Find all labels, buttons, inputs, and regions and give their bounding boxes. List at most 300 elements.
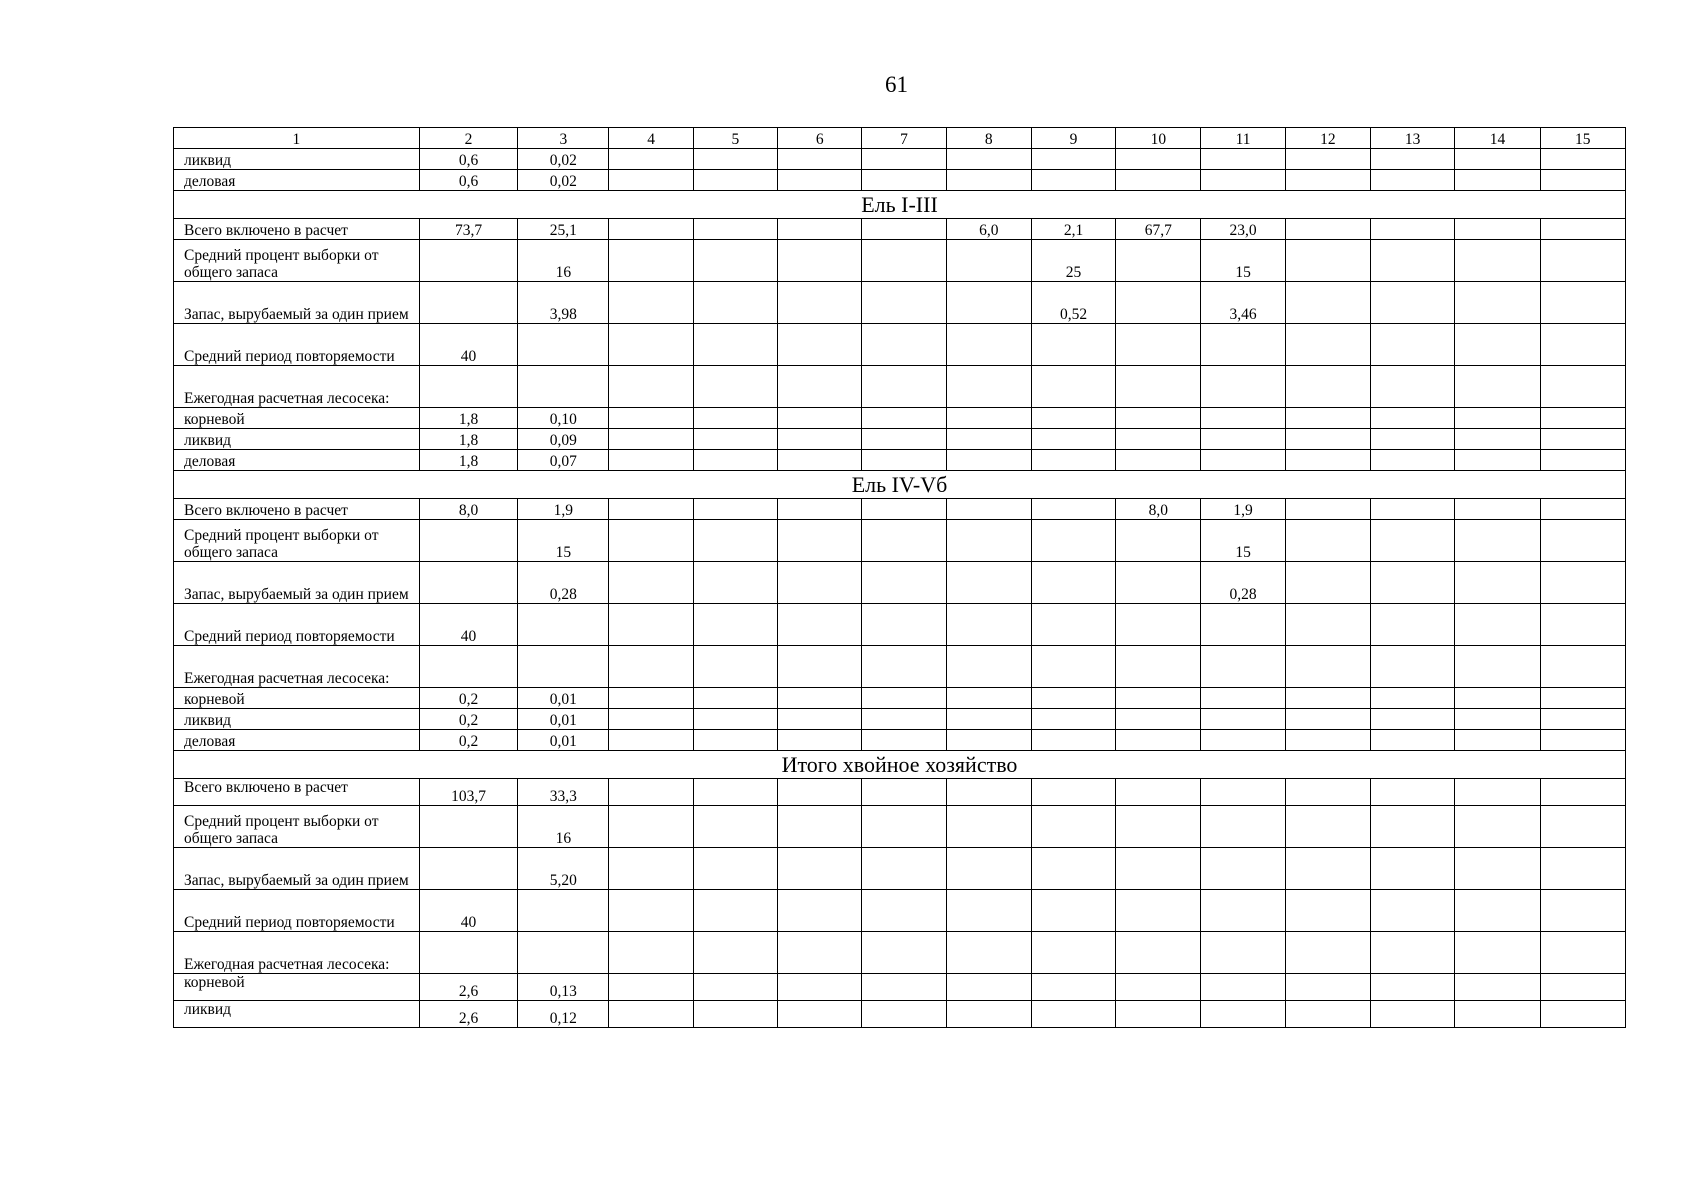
table-cell: [1031, 848, 1115, 890]
table-cell: [1371, 779, 1455, 806]
table-row: [174, 520, 1626, 562]
table-cell: [862, 709, 946, 730]
table-cell: [609, 282, 693, 324]
table-cell: [778, 562, 862, 604]
table-cell: [1455, 408, 1540, 429]
table-row: [174, 366, 1626, 408]
table-cell: [1285, 890, 1370, 932]
table-cell: [1455, 149, 1540, 170]
table-cell: [778, 932, 862, 974]
table-cell: [778, 688, 862, 709]
table-cell: [1201, 324, 1285, 366]
table-cell: 0,52: [1031, 282, 1115, 324]
table-cell: [1455, 499, 1540, 520]
column-number-header: 10: [1116, 128, 1201, 149]
table-cell: [946, 604, 1031, 646]
table-cell: [693, 219, 777, 240]
table-cell: [862, 604, 946, 646]
table-cell: [609, 170, 693, 191]
table-cell: [518, 366, 609, 408]
table-cell: [693, 324, 777, 366]
table-cell: [1116, 366, 1201, 408]
table-cell: [1201, 604, 1285, 646]
table-cell: [1540, 219, 1625, 240]
table-cell: [419, 282, 517, 324]
table-cell: [693, 932, 777, 974]
table-cell: [1540, 806, 1625, 848]
table-cell: [1031, 890, 1115, 932]
table-cell: [518, 604, 609, 646]
table-cell: [946, 806, 1031, 848]
table-cell: [946, 890, 1031, 932]
table-cell: [1285, 149, 1370, 170]
row-label: Средний период повторяемости: [174, 604, 420, 646]
table-cell: [1540, 366, 1625, 408]
table-cell: [693, 240, 777, 282]
table-cell: [778, 974, 862, 1001]
table-cell: [778, 779, 862, 806]
table-cell: [1031, 499, 1115, 520]
row-label: Средний период повторяемости: [174, 890, 420, 932]
table-cell: 0,10: [518, 408, 609, 429]
table-cell: [419, 520, 517, 562]
table-cell: [1455, 779, 1540, 806]
row-label: Запас, вырубаемый за один прием: [174, 848, 420, 890]
table-cell: [609, 806, 693, 848]
table-cell: [1455, 1001, 1540, 1028]
table-cell: [946, 520, 1031, 562]
column-number-header: 7: [862, 128, 946, 149]
table-cell: 0,01: [518, 709, 609, 730]
table-cell: [1455, 974, 1540, 1001]
row-label: деловая: [174, 450, 420, 471]
table-cell: [693, 604, 777, 646]
table-cell: [862, 890, 946, 932]
table-cell: [862, 429, 946, 450]
table-cell: [778, 520, 862, 562]
row-label: Запас, вырубаемый за один прием: [174, 562, 420, 604]
table-cell: 73,7: [419, 219, 517, 240]
table-cell: [778, 709, 862, 730]
table-cell: [778, 429, 862, 450]
table-cell: [946, 730, 1031, 751]
table-cell: [1116, 520, 1201, 562]
table-cell: 1,8: [419, 408, 517, 429]
table-cell: [862, 408, 946, 429]
row-label: корневой: [174, 974, 420, 1001]
table-cell: [946, 499, 1031, 520]
table-cell: [1371, 240, 1455, 282]
table-cell: [1201, 709, 1285, 730]
section-title-row: [174, 471, 1626, 499]
table-cell: [778, 604, 862, 646]
row-label: корневой: [174, 408, 420, 429]
table-cell: [609, 408, 693, 429]
table-cell: [1371, 604, 1455, 646]
table-cell: 0,02: [518, 170, 609, 191]
table-cell: [693, 520, 777, 562]
table-cell: [609, 688, 693, 709]
table-cell: [1201, 806, 1285, 848]
table-cell: 15: [518, 520, 609, 562]
table-cell: [1201, 170, 1285, 191]
table-cell: [778, 848, 862, 890]
table-cell: [1455, 520, 1540, 562]
table-cell: [946, 709, 1031, 730]
table-cell: [1201, 429, 1285, 450]
table-cell: [419, 562, 517, 604]
table-cell: [1201, 1001, 1285, 1028]
table-cell: [1455, 450, 1540, 471]
table-cell: [1455, 646, 1540, 688]
table-cell: [609, 974, 693, 1001]
table-cell: [1201, 450, 1285, 471]
column-number-header: 2: [419, 128, 517, 149]
table-cell: [1371, 1001, 1455, 1028]
table-row: [174, 1001, 1626, 1028]
table-cell: [693, 282, 777, 324]
table-cell: [1285, 646, 1370, 688]
table-cell: [946, 240, 1031, 282]
column-number-header: 11: [1201, 128, 1285, 149]
table-cell: [693, 890, 777, 932]
table-cell: [609, 709, 693, 730]
table-cell: [946, 149, 1031, 170]
table-cell: [1116, 688, 1201, 709]
table-cell: [1371, 646, 1455, 688]
table-row: [174, 282, 1626, 324]
table-cell: 1,8: [419, 429, 517, 450]
table-cell: [609, 429, 693, 450]
table-cell: [1031, 730, 1115, 751]
table-cell: [862, 806, 946, 848]
table-cell: 5,20: [518, 848, 609, 890]
table-cell: [1371, 149, 1455, 170]
table-cell: [419, 366, 517, 408]
table-row: [174, 149, 1626, 170]
table-cell: [778, 730, 862, 751]
table-cell: [778, 149, 862, 170]
table-row: [174, 709, 1626, 730]
table-cell: [1455, 366, 1540, 408]
table-cell: [862, 450, 946, 471]
table-cell: [1031, 324, 1115, 366]
table-cell: [1285, 709, 1370, 730]
table-cell: 0,01: [518, 688, 609, 709]
table-cell: [778, 1001, 862, 1028]
table-cell: [1285, 604, 1370, 646]
table-cell: [862, 730, 946, 751]
table-cell: [1540, 779, 1625, 806]
table-cell: 16: [518, 806, 609, 848]
table-cell: [693, 562, 777, 604]
row-label: Средний процент выборки от общего запаса: [174, 806, 420, 848]
table-cell: [1371, 520, 1455, 562]
table-cell: [1285, 848, 1370, 890]
table-cell: 0,2: [419, 688, 517, 709]
table-cell: [946, 646, 1031, 688]
table-cell: [1031, 562, 1115, 604]
table-cell: [1285, 1001, 1370, 1028]
table-cell: [1116, 324, 1201, 366]
section-title: Ель IV-Vб: [174, 471, 1626, 499]
table-cell: [862, 219, 946, 240]
row-label: Средний период повторяемости: [174, 324, 420, 366]
column-number-header: 6: [778, 128, 862, 149]
table-cell: [419, 240, 517, 282]
table-row: [174, 890, 1626, 932]
table-cell: 1,8: [419, 450, 517, 471]
table-cell: [862, 646, 946, 688]
table-cell: [946, 282, 1031, 324]
table-cell: 0,02: [518, 149, 609, 170]
table-row: [174, 932, 1626, 974]
column-number-header: 9: [1031, 128, 1115, 149]
table-cell: 40: [419, 324, 517, 366]
table-row: [174, 324, 1626, 366]
table-cell: [946, 324, 1031, 366]
table-cell: [419, 848, 517, 890]
table-cell: [1540, 974, 1625, 1001]
table-cell: 2,6: [419, 974, 517, 1001]
table-cell: 40: [419, 890, 517, 932]
table-cell: [862, 974, 946, 1001]
table-cell: [419, 646, 517, 688]
table-cell: [693, 806, 777, 848]
table-cell: [1031, 709, 1115, 730]
table-cell: [1031, 1001, 1115, 1028]
table-cell: [862, 282, 946, 324]
table-cell: [1285, 688, 1370, 709]
table-cell: 0,6: [419, 170, 517, 191]
table-cell: [1031, 688, 1115, 709]
table-cell: 16: [518, 240, 609, 282]
table-cell: 0,28: [1201, 562, 1285, 604]
table-cell: [518, 646, 609, 688]
table-cell: 0,6: [419, 149, 517, 170]
table-cell: [1455, 806, 1540, 848]
table-cell: [1116, 974, 1201, 1001]
table-cell: 0,13: [518, 974, 609, 1001]
table-cell: [1285, 429, 1370, 450]
table-cell: [1455, 932, 1540, 974]
row-label: деловая: [174, 170, 420, 191]
table-cell: [1285, 730, 1370, 751]
table-cell: [1031, 149, 1115, 170]
table-cell: [1371, 408, 1455, 429]
column-number-header: 13: [1371, 128, 1455, 149]
table-cell: [778, 219, 862, 240]
table-cell: [862, 688, 946, 709]
table-cell: [1540, 170, 1625, 191]
table-cell: [1116, 932, 1201, 974]
table-cell: [1116, 848, 1201, 890]
table-cell: [1371, 450, 1455, 471]
column-number-header: 15: [1540, 128, 1625, 149]
table-cell: [1201, 688, 1285, 709]
table-cell: [1031, 646, 1115, 688]
table-cell: [1031, 429, 1115, 450]
column-number-header: 4: [609, 128, 693, 149]
table-cell: [1540, 324, 1625, 366]
table-cell: [1116, 408, 1201, 429]
table-cell: 3,98: [518, 282, 609, 324]
table-cell: 2,6: [419, 1001, 517, 1028]
table-cell: [1285, 450, 1370, 471]
table-cell: [693, 408, 777, 429]
table-cell: [1540, 848, 1625, 890]
table-cell: 40: [419, 604, 517, 646]
table-cell: [609, 646, 693, 688]
table-cell: [778, 408, 862, 429]
table-cell: [862, 562, 946, 604]
table-cell: [1201, 890, 1285, 932]
table-cell: [778, 499, 862, 520]
table-cell: 3,46: [1201, 282, 1285, 324]
table-cell: [609, 779, 693, 806]
table-cell: [778, 890, 862, 932]
table-cell: [1371, 974, 1455, 1001]
table-cell: [693, 1001, 777, 1028]
column-number-header: 12: [1285, 128, 1370, 149]
section-title: Ель I-III: [174, 191, 1626, 219]
table-cell: [1455, 688, 1540, 709]
table-row: [174, 408, 1626, 429]
table-row: [174, 219, 1626, 240]
table-cell: [1116, 779, 1201, 806]
table-cell: [1285, 366, 1370, 408]
table-cell: 0,07: [518, 450, 609, 471]
row-label: ликвид: [174, 709, 420, 730]
table-cell: [693, 974, 777, 1001]
table-cell: [1455, 429, 1540, 450]
table-cell: [1116, 282, 1201, 324]
table-cell: [609, 932, 693, 974]
table-cell: [1540, 429, 1625, 450]
table-cell: [1371, 688, 1455, 709]
table-cell: [862, 932, 946, 974]
table-cell: [1540, 688, 1625, 709]
table-cell: [1116, 806, 1201, 848]
table-cell: [862, 149, 946, 170]
table-cell: [1540, 890, 1625, 932]
table-cell: 6,0: [946, 219, 1031, 240]
table-cell: [946, 932, 1031, 974]
table-cell: [1285, 932, 1370, 974]
table-cell: [1201, 646, 1285, 688]
table-cell: [862, 499, 946, 520]
table-cell: [1285, 806, 1370, 848]
table-cell: [1201, 730, 1285, 751]
table-cell: [419, 932, 517, 974]
row-label: Средний процент выборки от общего запаса: [174, 240, 420, 282]
table-row: [174, 604, 1626, 646]
table-cell: [518, 932, 609, 974]
table-cell: [862, 240, 946, 282]
table-cell: [946, 1001, 1031, 1028]
table-cell: [1540, 520, 1625, 562]
row-label: ликвид: [174, 1001, 420, 1028]
table-cell: [609, 240, 693, 282]
table-cell: [609, 890, 693, 932]
table-cell: [693, 366, 777, 408]
table-cell: [1540, 450, 1625, 471]
table-cell: [1116, 1001, 1201, 1028]
table-cell: [693, 170, 777, 191]
table-cell: [1455, 170, 1540, 191]
table-cell: [1201, 366, 1285, 408]
table-row: [174, 170, 1626, 191]
table-cell: [1540, 730, 1625, 751]
table-cell: [1285, 282, 1370, 324]
table-cell: [1116, 240, 1201, 282]
table-cell: [1285, 779, 1370, 806]
table-cell: [778, 366, 862, 408]
table-cell: [1540, 932, 1625, 974]
table-cell: [693, 688, 777, 709]
section-title: Итого хвойное хозяйство: [174, 751, 1626, 779]
table-cell: 15: [1201, 520, 1285, 562]
table-cell: [693, 499, 777, 520]
table-cell: [1540, 1001, 1625, 1028]
table-cell: [946, 429, 1031, 450]
table-cell: [778, 450, 862, 471]
table-cell: [778, 646, 862, 688]
table-cell: [609, 730, 693, 751]
table-cell: 8,0: [419, 499, 517, 520]
table-cell: [1455, 282, 1540, 324]
table-cell: [1371, 499, 1455, 520]
table-cell: [862, 324, 946, 366]
column-number-header: 5: [693, 128, 777, 149]
table-cell: [693, 646, 777, 688]
column-number-header: 8: [946, 128, 1031, 149]
column-number-header: 3: [518, 128, 609, 149]
table-cell: [862, 520, 946, 562]
table-row: [174, 240, 1626, 282]
table-cell: 0,2: [419, 709, 517, 730]
table-cell: [946, 562, 1031, 604]
table-cell: [609, 520, 693, 562]
table-cell: [1540, 282, 1625, 324]
table-cell: [609, 149, 693, 170]
table-row: [174, 779, 1626, 806]
table-cell: [1116, 429, 1201, 450]
table-cell: [693, 429, 777, 450]
table-cell: [862, 848, 946, 890]
table-cell: [1031, 806, 1115, 848]
table-cell: [1031, 408, 1115, 429]
table-cell: 103,7: [419, 779, 517, 806]
table-cell: [1371, 219, 1455, 240]
table-cell: 23,0: [1201, 219, 1285, 240]
row-label: Всего включено в расчет: [174, 219, 420, 240]
table-cell: [946, 779, 1031, 806]
table-cell: [1540, 408, 1625, 429]
table-row: [174, 646, 1626, 688]
table-cell: [1540, 562, 1625, 604]
table-cell: [1031, 520, 1115, 562]
table-cell: 2,1: [1031, 219, 1115, 240]
row-label: деловая: [174, 730, 420, 751]
row-label: корневой: [174, 688, 420, 709]
table-cell: [946, 366, 1031, 408]
table-row: [174, 806, 1626, 848]
table-cell: [1371, 730, 1455, 751]
table-cell: [1285, 520, 1370, 562]
section-title-row: [174, 191, 1626, 219]
table-cell: [1201, 408, 1285, 429]
